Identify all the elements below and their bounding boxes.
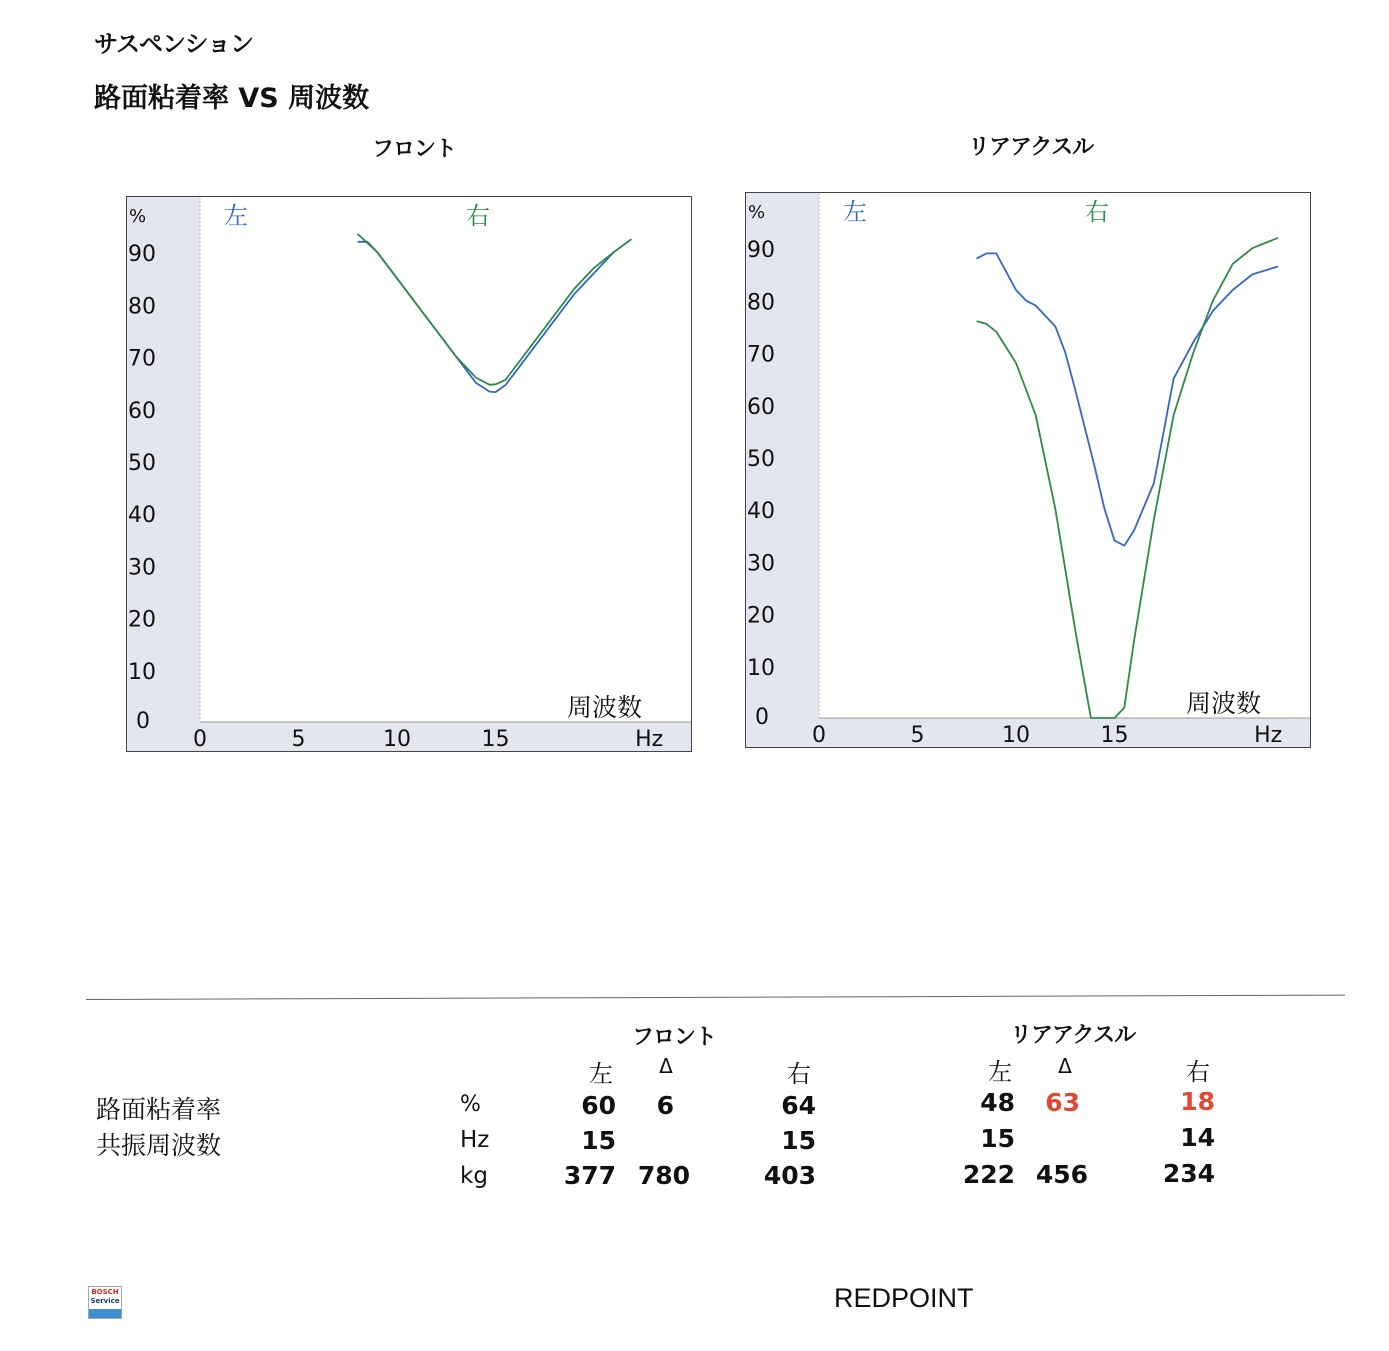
front-left-resonance: 15: [581, 1126, 616, 1155]
rear-plot-area: [819, 193, 1310, 718]
front-x-tick: Hz: [635, 727, 664, 752]
row-unit-percent: %: [460, 1092, 481, 1117]
front-x-tick: 5: [291, 727, 306, 752]
front-y-tick: 80: [128, 294, 156, 320]
front-x-tick: 0: [193, 727, 207, 752]
rear-col-right: 右: [1186, 1058, 1210, 1086]
front-y-tick: 30: [128, 555, 156, 581]
front-y-unit: %: [129, 206, 147, 227]
front-left-adhesion: 60: [581, 1091, 616, 1120]
rear-col-delta: Δ: [1058, 1054, 1072, 1078]
front-x-tick: 10: [383, 727, 411, 752]
front-plot-area: [200, 197, 691, 722]
rear-right-resonance: 14: [1180, 1123, 1215, 1152]
rear-y-tick: 60: [747, 394, 775, 420]
front-col-right: 右: [787, 1060, 811, 1088]
rear-delta-adhesion: 63: [1045, 1088, 1080, 1117]
front-y-tick: 70: [128, 346, 156, 372]
rear-y-tick: 20: [747, 603, 775, 629]
rear-col-left: 左: [988, 1058, 1012, 1086]
front-col-delta: Δ: [659, 1054, 673, 1078]
front-legend-right: 右: [466, 202, 490, 230]
front-total-weight: 780: [637, 1161, 690, 1190]
front-delta-adhesion: 6: [656, 1091, 674, 1120]
front-y-tick: 40: [128, 503, 156, 529]
front-y-tick: 0: [136, 709, 150, 734]
bosch-service-logo: [88, 1286, 122, 1319]
summary-front-header: フロント: [632, 1025, 717, 1050]
front-col-left: 左: [589, 1060, 613, 1088]
rear-x-tick: Hz: [1254, 723, 1283, 748]
row-unit-kg: kg: [460, 1163, 488, 1189]
logo-line2: Service: [90, 1297, 120, 1305]
rear-y-tick: 10: [747, 655, 775, 681]
front-chart-title: フロント: [372, 137, 457, 162]
front-adhesion-chart: [126, 196, 692, 752]
row-label-resonance: 共振周波数: [96, 1131, 222, 1160]
rear-x-tick: 5: [910, 723, 925, 748]
summary-rear-header: リアアクスル: [1010, 1023, 1136, 1048]
rear-y-tick: 80: [747, 290, 775, 316]
rear-legend-left: 左: [843, 198, 867, 226]
section-title: サスペンション: [94, 30, 253, 58]
rear-y-tick: 50: [747, 447, 775, 472]
front-right-resonance: 15: [781, 1126, 816, 1155]
rear-right-adhesion: 18: [1180, 1087, 1215, 1116]
logo-stripe: [89, 1309, 121, 1318]
front-y-tick: 90: [128, 242, 156, 268]
front-legend-left: 左: [224, 202, 248, 230]
rear-chart-title: リアアクスル: [968, 135, 1094, 160]
front-y-tick: 20: [128, 607, 156, 633]
divider: [86, 995, 1345, 1000]
rear-left-weight: 222: [962, 1160, 1015, 1189]
rear-y-tick: 70: [747, 342, 775, 368]
row-label-adhesion: 路面粘着率: [96, 1095, 222, 1124]
rear-adhesion-chart: [745, 192, 1311, 748]
front-right-adhesion: 64: [781, 1091, 816, 1120]
front-y-tick: 60: [128, 398, 156, 424]
rear-y-tick: 0: [755, 705, 769, 730]
rear-legend-right: 右: [1085, 198, 1109, 226]
rear-left-resonance: 15: [980, 1124, 1015, 1153]
rear-y-tick: 30: [747, 551, 775, 577]
rear-y-unit: %: [748, 202, 766, 223]
rear-x-label: 周波数: [1185, 689, 1261, 718]
rear-left-adhesion: 48: [980, 1088, 1015, 1117]
front-y-tick: 50: [128, 451, 156, 476]
rear-x-tick: 10: [1002, 723, 1030, 748]
front-left-weight: 377: [563, 1161, 616, 1190]
row-unit-hz: Hz: [460, 1127, 490, 1153]
rear-right-weight: 234: [1162, 1159, 1215, 1188]
front-x-label: 周波数: [566, 693, 642, 722]
logo-line1: BOSCH: [91, 1288, 119, 1296]
rear-x-tick: 15: [1100, 723, 1129, 748]
page-title: 路面粘着率 VS 周波数: [94, 83, 370, 114]
rear-total-weight: 456: [1035, 1160, 1088, 1189]
footer-brand: REDPOINT: [834, 1283, 974, 1313]
rear-x-tick: 0: [812, 723, 826, 748]
front-x-tick: 15: [481, 727, 510, 752]
front-right-weight: 403: [763, 1161, 816, 1190]
rear-y-tick: 40: [747, 499, 775, 525]
rear-y-tick: 90: [747, 238, 775, 264]
front-y-tick: 10: [128, 659, 156, 685]
